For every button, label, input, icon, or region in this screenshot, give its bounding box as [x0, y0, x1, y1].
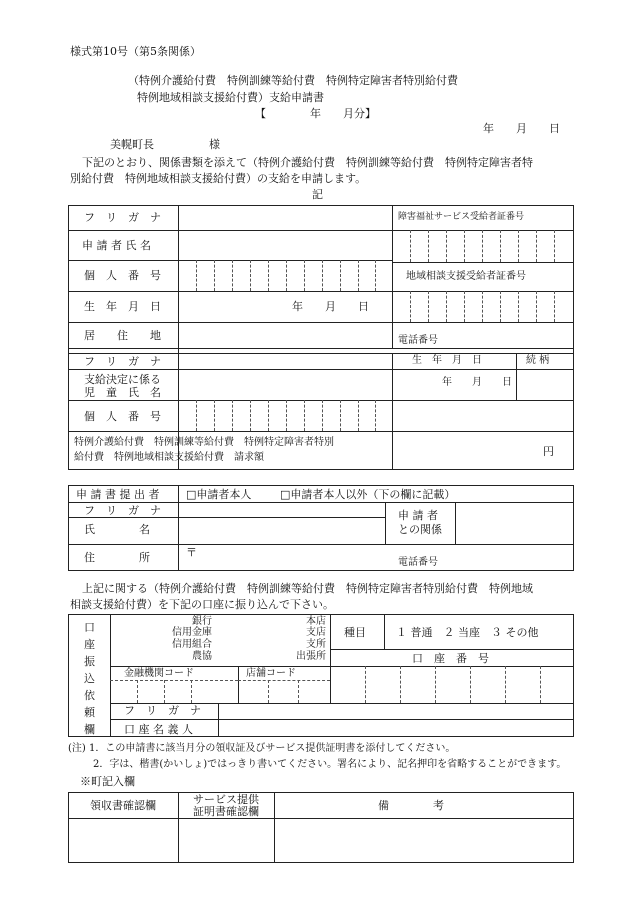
submitter-name-input[interactable]	[180, 519, 384, 543]
submitter-label: 申 請 書 提 出 者	[76, 488, 160, 501]
bank-name-input[interactable]	[112, 616, 150, 664]
applicant-furigana-input[interactable]	[180, 207, 390, 229]
office-use-title: ※町記入欄	[80, 775, 135, 788]
note-2: 2．字は、楷書(かいしょ)ではっきり書いてください。署名により、記名押印を省略することができます。	[93, 759, 567, 770]
branch-type-shucchojo: 出張所	[296, 651, 326, 662]
submitter-furigana-label: フ リ ガ ナ	[84, 504, 161, 517]
form-title-line1: （特例介護給付費 特例訓練等給付費 特例特定障害者特別給付費	[128, 74, 458, 87]
branch-type-shisho: 支所	[306, 639, 326, 650]
period-field[interactable]: 【 年 月分】	[255, 107, 376, 120]
child-name-input[interactable]	[180, 371, 390, 399]
holder-furigana-label: フ リ ガ ナ	[124, 704, 201, 717]
child-number-label: 個 人 番 号	[84, 410, 161, 423]
regional-cert-label: 地域相談支援受給者証番号	[406, 271, 526, 282]
submitter-address-label: 住 所	[84, 551, 150, 564]
inst-type-bank: 銀行	[192, 616, 212, 627]
service-check-label-line1: サービス提供	[193, 793, 259, 806]
claim-yen: 円	[543, 445, 554, 458]
postal-mark: 〒	[186, 546, 197, 559]
holder-name-label: 口 座 名 義 人	[124, 723, 193, 736]
service-cert-label: 障害福祉サービス受給者証番号	[398, 212, 525, 222]
branch-type-honten: 本店	[306, 616, 326, 627]
applicant-furigana-label: フ リ ガ ナ	[84, 211, 161, 224]
receipt-check-label: 領収書確認欄	[90, 799, 156, 812]
applicant-address-input[interactable]	[180, 324, 390, 347]
intro-line1: 下記のとおり、関係書類を添えて（特例介護給付費 特例訓練等給付費 特例特定障害者特	[82, 156, 533, 169]
bank-side-char-4: 込	[84, 672, 95, 685]
applicant-birth-ymd[interactable]: 年 月 日	[292, 300, 369, 313]
submitter-phone-label: 電話番号	[398, 557, 438, 568]
applicant-birth-label: 生 年 月 日	[84, 300, 161, 313]
remarks-label: 備 考	[378, 799, 444, 812]
bank-side-char-7: 欄	[84, 723, 95, 736]
submitter-option-other[interactable]: □申請者本人以外（下の欄に記載）	[280, 488, 456, 501]
submitter-name-label: 氏 名	[84, 523, 150, 536]
submitter-relation-input[interactable]	[457, 504, 572, 543]
bank-side-char-3: 振	[84, 655, 95, 668]
intro-line2: 別給付費 特例地域相談支援給付費）の支給を申請します。	[70, 172, 367, 185]
submitter-relation-label-line1: 申 請 者	[398, 509, 438, 522]
claim-label-line2: 給付費 特例地域相談支援給付費 請求額	[74, 452, 264, 463]
applicant-number-input[interactable]	[180, 262, 390, 290]
holder-name-input[interactable]	[220, 721, 572, 736]
form-title-line2: 特例地域相談支援給付費）支給申請書	[137, 91, 324, 104]
bank-intro-line1: 上記に関する（特例介護給付費 特例訓練等給付費 特例特定障害者特別給付費 特例地域	[82, 582, 533, 595]
child-birth-header: 生 年 月 日	[412, 355, 482, 366]
child-furigana-label: フ リ ガ ナ	[84, 355, 161, 368]
inst-type-kumiai: 信用組合	[172, 639, 212, 650]
child-name-label-line1: 支給決定に係る	[84, 373, 161, 386]
applicant-name-input[interactable]	[180, 232, 390, 259]
claim-amount-input[interactable]	[394, 433, 539, 468]
bank-side-char-1: 口	[84, 621, 95, 634]
submitter-relation-label-line2: との関係	[398, 523, 442, 536]
bank-side-char-2: 座	[84, 638, 95, 651]
form-number: 様式第10号（第5条関係）	[70, 45, 201, 58]
branch-code-label: 店舗コード	[246, 668, 296, 679]
child-name-label-line2: 児 童 氏 名	[84, 386, 161, 399]
account-number-label: 口 座 番 号	[412, 652, 489, 665]
claim-label-line1: 特例介護給付費 特例訓練等給付費 特例特定障害者特別	[74, 437, 334, 448]
child-birth-ymd[interactable]: 年 月 日	[442, 377, 512, 388]
bank-side-char-6: 頼	[84, 706, 95, 719]
child-relation-header: 続 柄	[526, 355, 550, 366]
child-relation-input[interactable]	[518, 371, 572, 399]
ki-label: 記	[312, 188, 323, 201]
inst-type-nokyo: 農協	[192, 651, 212, 662]
addressee: 美幌町長 様	[110, 138, 220, 151]
date-field[interactable]: 年 月 日	[483, 122, 560, 135]
submitter-option-self[interactable]: □申請者本人	[186, 488, 252, 501]
branch-type-shiten: 支店	[306, 627, 326, 638]
note-1: (注) 1．この申請書に該当月分の領収証及びサービス提供証明書を添付してください。	[68, 743, 456, 754]
applicant-name-label: 申 請 者 氏 名	[82, 239, 151, 252]
account-kind-label: 種目	[344, 626, 366, 639]
account-kind-options[interactable]: １ 普通 ２ 当座 ３ その他	[396, 626, 539, 639]
applicant-number-label: 個 人 番 号	[84, 269, 161, 282]
branch-name-input[interactable]	[216, 616, 270, 664]
applicant-address-label: 居 住 地	[84, 329, 161, 342]
inst-type-shinkin: 信用金庫	[172, 627, 212, 638]
bank-intro-line2: 相談支援給付費）を下記の口座に振り込んで下さい。	[70, 598, 334, 611]
bank-side-char-5: 依	[84, 689, 95, 702]
bank-code-label: 金融機関コード	[124, 668, 194, 679]
service-check-label-line2: 証明書確認欄	[193, 805, 259, 818]
applicant-phone-label: 電話番号	[398, 335, 438, 346]
holder-furigana-input[interactable]	[220, 705, 572, 718]
